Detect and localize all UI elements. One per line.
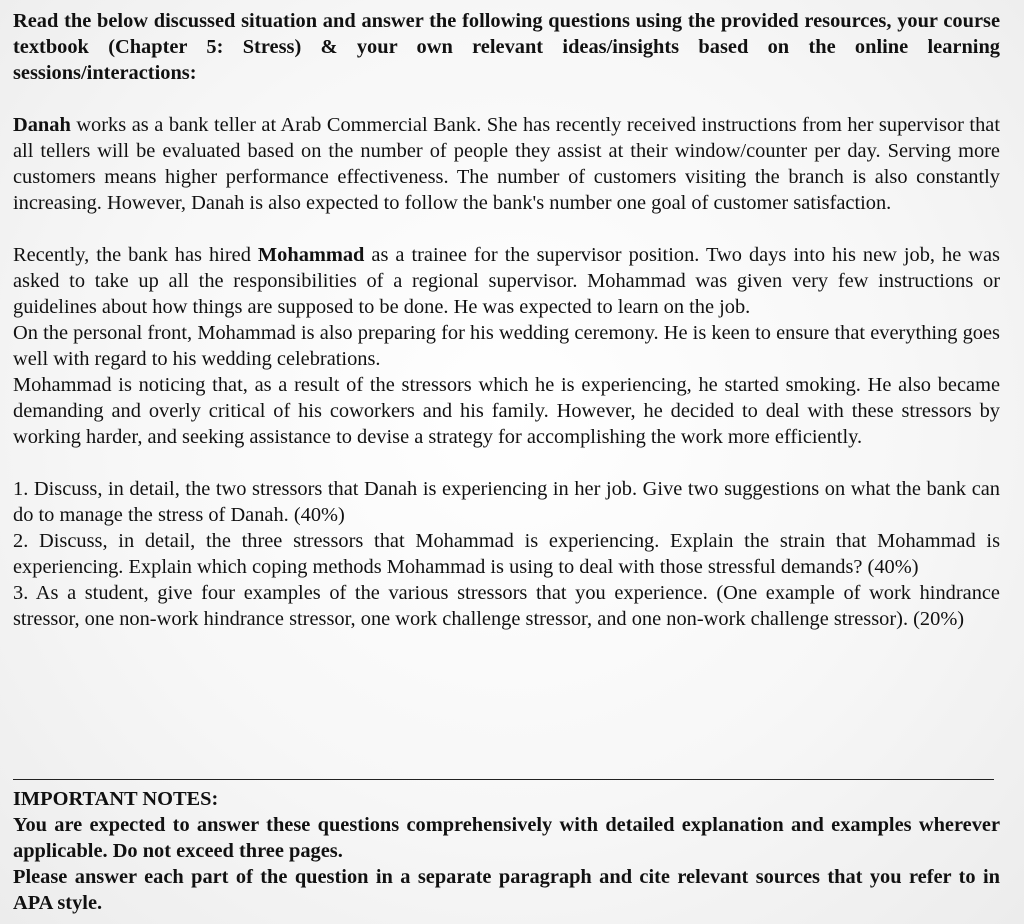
paragraph-gap xyxy=(13,86,1000,112)
instructions-paragraph: Read the below discussed situation and answer the following questions using the provided resources, your course textbook (Chapter 5: Stress) & your own relevant ideas/insights based on the online learning sessions/interactions: xyxy=(13,10,1000,84)
mohammad-name: Mohammad xyxy=(257,244,365,266)
assignment-document xyxy=(13,8,1000,632)
danah-name: Danah xyxy=(13,114,71,136)
note-item: Please answer each part of the question in a separate paragraph and cite relevant sources that you refer to in APA style. xyxy=(13,866,1000,914)
mohammad-text: as a trainee for the supervisor position. Two days into his new job, he was asked to take up all the responsibilities of a regional supervisor. Mohammad was given very few instructions or guidelines about how things are supposed to be done. He was expected to learn on the job. xyxy=(13,244,1000,318)
mohammad-lead: Recently, the bank has hired xyxy=(13,244,258,266)
mohammad-stressors-paragraph: Mohammad is noticing that, as a result of the stressors which he is experiencing, he started smoking. He also became demanding and overly critical of his coworkers and his family. However, he decided to deal with these stressors by working harder, and seeking assistance to devise a strategy for accomplishing the work more efficiently. xyxy=(13,374,1000,448)
question-3: 3. As a student, give four examples of the various stressors that you experience. (One example of work hindrance stressor, one non-work hindrance stressor, one work challenge stressor, and one non-work challenge stressor). (20%) xyxy=(13,582,1000,630)
question-2: 2. Discuss, in detail, the three stressors that Mohammad is experiencing. Explain the strain that Mohammad is experiencing. Explain which coping methods Mohammad is using to deal with those stressful demands? (40%) xyxy=(13,530,1000,578)
important-notes xyxy=(13,786,1000,916)
danah-paragraph xyxy=(13,112,1000,216)
danah-text: works as a bank teller at Arab Commercial Bank. She has recently received instructions from her supervisor that all tellers will be evaluated based on the number of people they assist at their window/counter per day. Serving more customers means higher performance effectiveness. The number of customers visiting the branch is also constantly increasing. However, Danah is also expected to follow the bank's number one goal of customer satisfaction. xyxy=(13,114,1000,214)
mohammad-paragraph xyxy=(13,242,1000,320)
paragraph-gap xyxy=(13,450,1000,476)
paragraph-gap xyxy=(13,216,1000,242)
notes-divider xyxy=(13,779,994,780)
notes-title: IMPORTANT NOTES: xyxy=(13,788,219,810)
question-1: 1. Discuss, in detail, the two stressors that Danah is experiencing in her job. Give two suggestions on what the bank can do to manage the stress of Danah. (40%) xyxy=(13,478,1000,526)
note-item: You are expected to answer these questions comprehensively with detailed explanation and examples wherever applicable. Do not exceed three pages. xyxy=(13,814,1000,862)
mohammad-personal-paragraph: On the personal front, Mohammad is also preparing for his wedding ceremony. He is keen to ensure that everything goes well with regard to his wedding celebrations. xyxy=(13,322,1000,370)
